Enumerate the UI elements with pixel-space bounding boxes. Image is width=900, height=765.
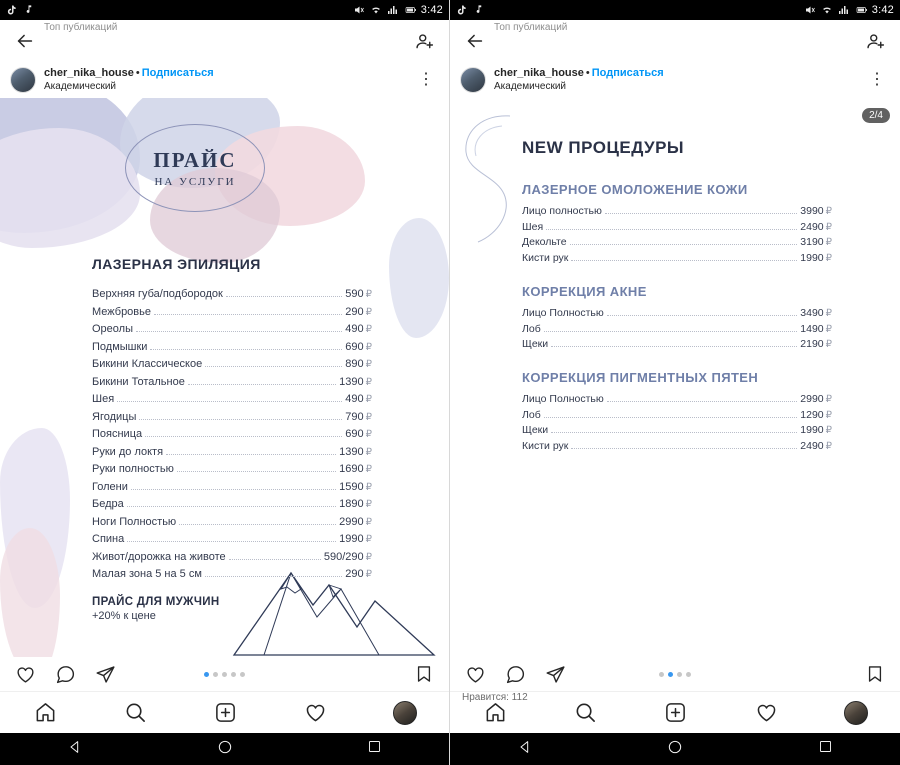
leader-dots [154, 314, 342, 315]
price-row [92, 446, 372, 464]
app-bar-subtitle: Топ публикаций [44, 22, 118, 33]
app-bar [0, 20, 449, 62]
leader-dots [229, 559, 321, 560]
price-row [92, 288, 372, 306]
signal-icon [387, 4, 399, 16]
leader-dots [145, 436, 342, 437]
currency-symbol: ₽ [365, 464, 372, 475]
post-meta-primary [494, 67, 664, 81]
status-bar [0, 0, 449, 20]
price-name: Лицо полностью [522, 205, 602, 217]
currency-symbol: ₽ [365, 376, 372, 388]
more-options-icon[interactable]: ⋮ [418, 71, 435, 88]
leader-dots [544, 331, 798, 332]
leader-dots [546, 229, 797, 230]
music-note-icon [473, 4, 485, 16]
price-name: Щеки [522, 338, 549, 350]
price-value: 1390 [339, 445, 364, 458]
activity-icon[interactable] [753, 700, 779, 726]
android-nav-bar [450, 733, 900, 765]
currency-symbol: ₽ [365, 411, 372, 423]
home-icon[interactable] [32, 700, 58, 726]
price-value: 290 [345, 568, 364, 580]
price-row [92, 568, 372, 586]
currency-symbol: ₽ [825, 237, 832, 248]
status-bar [450, 0, 900, 20]
price-row [522, 424, 832, 440]
currency-symbol: ₽ [365, 534, 372, 545]
price-value: 1690 [339, 463, 364, 475]
leader-dots [136, 331, 342, 332]
heart-icon[interactable] [12, 661, 38, 687]
leader-dots [179, 524, 336, 525]
leader-dots [188, 384, 336, 385]
price-row [92, 323, 372, 341]
android-nav-bar [0, 733, 449, 765]
price-name: Шея [522, 220, 544, 233]
currency-symbol: ₽ [825, 425, 832, 436]
leader-dots [570, 244, 798, 245]
price-value: 1290 [800, 408, 824, 421]
price-value: 2190 [800, 338, 824, 350]
status-bar-left-icons [456, 4, 804, 16]
add-person-icon[interactable] [862, 28, 888, 54]
price-row [92, 428, 372, 446]
price-badge [125, 124, 265, 212]
section-acne-correction [522, 284, 832, 354]
price-name: Малая зона 5 на 5 см [92, 568, 202, 580]
currency-symbol: ₽ [825, 394, 832, 405]
price-name: Щеки [522, 424, 549, 436]
avatar[interactable] [10, 67, 36, 93]
price-row [92, 481, 372, 499]
leader-dots [205, 366, 342, 367]
price-row [92, 393, 372, 411]
price-value: 590 [345, 288, 364, 300]
section-heading: КОРРЕКЦИЯ ПИГМЕНТНЫХ ПЯТЕН [522, 370, 759, 385]
price-name: Ноги Полностью [92, 515, 177, 528]
price-name: Декольте [522, 236, 567, 248]
post-media-slide-2[interactable] [450, 98, 900, 657]
more-options-icon[interactable]: ⋮ [869, 71, 886, 88]
tiktok-icon [456, 4, 468, 16]
price-row [522, 252, 832, 268]
username[interactable]: cher_nika_house [44, 66, 134, 79]
separator: • [585, 66, 590, 79]
section-title-epilation: ЛАЗЕРНАЯ ЭПИЛЯЦИЯ [92, 256, 261, 272]
currency-symbol: ₽ [365, 499, 372, 510]
slide-2-canvas [450, 98, 900, 657]
men-price-title: ПРАЙС ДЛЯ МУЖЧИН [92, 596, 220, 608]
price-name: Руки полностью [92, 463, 174, 475]
price-name: Поясница [92, 428, 143, 440]
username[interactable]: cher_nika_house [494, 66, 584, 79]
battery-icon [855, 4, 867, 16]
home-icon[interactable] [482, 700, 508, 726]
price-name: Голени [92, 480, 128, 493]
square-recents-icon[interactable] [818, 739, 833, 759]
follow-button[interactable]: Подписаться [141, 66, 214, 79]
leader-dots [117, 401, 342, 402]
price-name: Ореолы [92, 323, 133, 335]
post-meta-primary [44, 67, 214, 81]
search-icon[interactable] [573, 700, 599, 726]
price-row [92, 498, 372, 516]
price-value: 2490 [800, 439, 824, 452]
decor-swirl [450, 108, 530, 268]
currency-symbol: ₽ [825, 206, 832, 217]
leader-dots [571, 260, 797, 261]
price-name: Кисти рук [522, 251, 569, 264]
currency-symbol: ₽ [825, 252, 832, 264]
post-media-slide-1[interactable] [0, 98, 449, 657]
price-value: 1990 [800, 251, 824, 264]
carousel-dot [659, 672, 664, 677]
price-row [92, 551, 372, 569]
share-icon[interactable] [542, 661, 568, 687]
battery-icon [404, 4, 416, 16]
price-name: Бикини Тотальное [92, 375, 185, 388]
currency-symbol: ₽ [365, 359, 372, 370]
men-price-subtitle: +20% к цене [92, 610, 156, 622]
price-value: 490 [345, 393, 364, 405]
carousel-counter: 2/4 [862, 108, 890, 123]
leader-dots [131, 489, 336, 490]
price-value: 590/290 [323, 550, 364, 563]
price-name: Лицо Полностью [522, 393, 604, 405]
mute-icon [353, 4, 365, 16]
carousel-dot [686, 672, 691, 677]
avatar[interactable] [460, 67, 486, 93]
price-name: Лицо Полностью [522, 307, 604, 319]
currency-symbol: ₽ [825, 323, 832, 335]
leader-dots [127, 541, 336, 542]
price-badge-line1: ПРАЙС [153, 148, 237, 172]
post-actions-bar [450, 657, 900, 703]
price-name: Бедра [92, 498, 124, 510]
leader-dots [139, 419, 342, 420]
price-row [92, 463, 372, 481]
price-row [522, 221, 832, 237]
currency-symbol: ₽ [365, 429, 372, 440]
leader-dots [571, 448, 797, 449]
wifi-icon [821, 4, 833, 16]
carousel-dot [222, 672, 227, 677]
status-clock: 3:42 [420, 4, 443, 16]
carousel-dot [240, 672, 245, 677]
price-name: Верхняя губа/подбородок [92, 288, 223, 300]
price-name: Лоб [522, 408, 541, 421]
circle-home-icon[interactable] [667, 739, 683, 760]
price-badge-line2: НА УСЛУГИ [154, 176, 236, 188]
add-post-icon[interactable] [663, 700, 689, 726]
section-heading: КОРРЕКЦИЯ АКНЕ [522, 284, 647, 299]
currency-symbol: ₽ [365, 289, 372, 300]
status-bar-left-icons [6, 4, 353, 16]
status-bar-right-icons [804, 4, 894, 16]
music-note-icon [23, 4, 35, 16]
bookmark-icon[interactable] [411, 661, 437, 687]
tiktok-icon [6, 4, 18, 16]
triangle-back-icon[interactable] [67, 739, 83, 760]
price-row [522, 323, 832, 339]
price-name: Спина [92, 533, 125, 545]
price-value: 1990 [339, 533, 364, 545]
currency-symbol: ₽ [365, 481, 372, 493]
comment-icon[interactable] [52, 661, 78, 687]
post-meta [494, 67, 664, 93]
price-row [522, 440, 832, 456]
phone-screen-right [450, 0, 900, 765]
leader-dots [177, 471, 336, 472]
price-row [92, 306, 372, 324]
currency-symbol: ₽ [825, 221, 832, 233]
leader-dots [551, 432, 797, 433]
price-name: Ягодицы [92, 410, 137, 423]
leader-dots [205, 576, 342, 577]
follow-button[interactable]: Подписаться [591, 66, 664, 79]
price-value: 3990 [800, 205, 824, 217]
price-value: 3190 [800, 236, 824, 248]
app-bar-subtitle: Топ публикаций [494, 22, 568, 33]
price-row [522, 338, 832, 354]
price-row [92, 516, 372, 534]
square-recents-icon[interactable] [367, 739, 382, 759]
price-row [522, 409, 832, 425]
decor-blob [0, 528, 60, 657]
wifi-icon [370, 4, 382, 16]
leader-dots [226, 296, 342, 297]
price-row [522, 393, 832, 409]
bottom-nav [0, 691, 449, 733]
price-value: 3490 [800, 307, 824, 319]
status-clock: 3:42 [871, 4, 894, 16]
arrow-back-icon[interactable] [462, 28, 488, 54]
currency-symbol: ₽ [365, 306, 372, 318]
price-value: 1890 [339, 498, 364, 510]
post-actions-bar [0, 657, 449, 691]
leader-dots [605, 213, 797, 214]
search-icon[interactable] [122, 700, 148, 726]
currency-symbol: ₽ [365, 341, 372, 353]
price-value: 490 [345, 323, 364, 335]
price-list-epilation [92, 288, 372, 586]
price-value: 290 [345, 305, 364, 318]
price-name: Подмышки [92, 340, 148, 353]
signal-icon [838, 4, 850, 16]
currency-symbol: ₽ [365, 551, 372, 563]
price-value: 1390 [339, 375, 364, 388]
currency-symbol: ₽ [365, 394, 372, 405]
men-price-note [92, 596, 219, 622]
carousel-dot [231, 672, 236, 677]
leader-dots [544, 417, 798, 418]
price-name: Кисти рук [522, 439, 569, 452]
price-row [92, 358, 372, 376]
leader-dots [127, 506, 336, 507]
leader-dots [150, 349, 342, 350]
price-value: 890 [345, 358, 364, 370]
leader-dots [607, 315, 798, 316]
leader-dots [551, 346, 797, 347]
status-bar-right-icons [353, 4, 443, 16]
profile-avatar[interactable] [393, 701, 417, 725]
price-name: Лоб [522, 322, 541, 335]
separator: • [135, 66, 140, 79]
price-value: 790 [345, 410, 364, 423]
price-value: 1590 [339, 480, 364, 493]
price-row [92, 376, 372, 394]
currency-symbol: ₽ [365, 569, 372, 580]
price-name: Межбровье [92, 305, 151, 318]
currency-symbol: ₽ [825, 440, 832, 452]
currency-symbol: ₽ [365, 446, 372, 458]
price-value: 2990 [339, 515, 364, 528]
currency-symbol: ₽ [825, 308, 832, 319]
section-pigment-correction [522, 370, 832, 455]
mute-icon [804, 4, 816, 16]
carousel-dot [668, 672, 673, 677]
bookmark-icon[interactable] [862, 661, 888, 687]
heart-icon[interactable] [462, 661, 488, 687]
post-location[interactable]: Академический [44, 80, 117, 92]
currency-symbol: ₽ [365, 516, 372, 528]
post-header[interactable] [450, 62, 900, 98]
likes-count: Нравится: 112 [462, 692, 528, 703]
price-name: Руки до локтя [92, 445, 164, 458]
section-laser-rejuvenation [522, 182, 832, 267]
circle-home-icon[interactable] [217, 739, 233, 760]
price-value: 2990 [800, 393, 824, 405]
app-bar [450, 20, 900, 62]
comment-icon[interactable] [502, 661, 528, 687]
price-row [522, 236, 832, 252]
post-meta [44, 67, 214, 93]
profile-avatar[interactable] [844, 701, 868, 725]
decor-blob [389, 218, 449, 338]
activity-icon[interactable] [303, 700, 329, 726]
post-location[interactable]: Академический [494, 80, 567, 92]
price-name: Шея [92, 393, 115, 405]
price-name: Бикини Классическое [92, 358, 203, 370]
price-value: 690 [345, 428, 364, 440]
currency-symbol: ₽ [825, 339, 832, 350]
price-name: Живот/дорожка на животе [92, 550, 226, 563]
slide-1-canvas [0, 98, 449, 657]
triangle-back-icon[interactable] [517, 739, 533, 760]
post-header[interactable] [0, 62, 449, 98]
carousel-dot [213, 672, 218, 677]
section-heading: ЛАЗЕРНОЕ ОМОЛОЖЕНИЕ КОЖИ [522, 182, 748, 197]
carousel-dot [677, 672, 682, 677]
price-row [92, 533, 372, 551]
price-row [522, 307, 832, 323]
add-person-icon[interactable] [411, 28, 437, 54]
price-row [92, 411, 372, 429]
price-row [92, 341, 372, 359]
price-row [522, 205, 832, 221]
leader-dots [166, 454, 336, 455]
carousel-dot [204, 672, 209, 677]
add-post-icon[interactable] [212, 700, 238, 726]
price-value: 1990 [800, 424, 824, 436]
price-value: 1490 [800, 322, 824, 335]
price-value: 2490 [800, 220, 824, 233]
currency-symbol: ₽ [365, 324, 372, 335]
price-value: 690 [345, 340, 364, 353]
share-icon[interactable] [92, 661, 118, 687]
leader-dots [607, 401, 798, 402]
currency-symbol: ₽ [825, 409, 832, 421]
slide-2-title: NEW ПРОЦЕДУРЫ [522, 138, 685, 157]
arrow-back-icon[interactable] [12, 28, 38, 54]
